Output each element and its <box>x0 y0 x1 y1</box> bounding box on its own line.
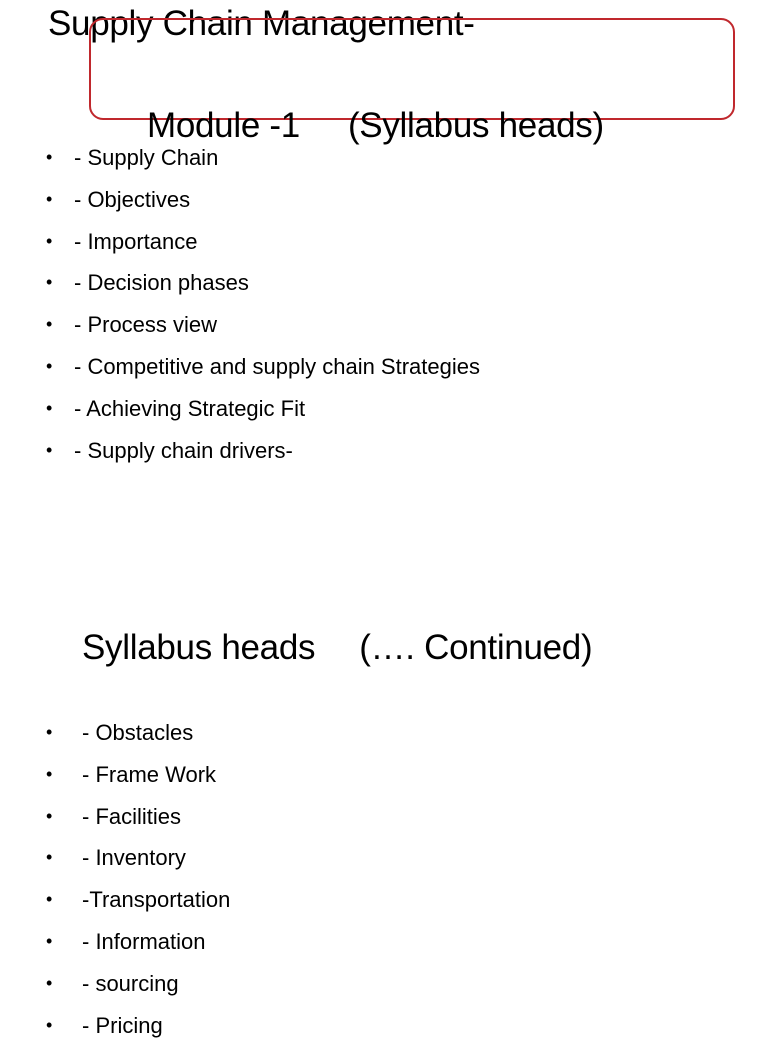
list-item <box>0 395 480 440</box>
continued-label: (…. Continued) <box>359 628 593 667</box>
bullet-icon: • <box>46 230 53 251</box>
bullet-icon: • <box>46 272 53 293</box>
list-item <box>0 970 230 1015</box>
list-item <box>0 437 480 482</box>
syllabus-list-module-1 <box>0 147 480 481</box>
list-item <box>0 272 480 314</box>
list-item-label: - Importance <box>74 228 198 254</box>
syllabus-heads-title: Syllabus heads <box>82 628 316 667</box>
continued-slide-title <box>82 630 592 665</box>
list-item-label: -Transportation <box>82 887 231 913</box>
bullet-icon: • <box>46 355 53 376</box>
list-item <box>0 228 480 273</box>
list-item-label: - Information <box>82 928 206 954</box>
slide-title-line-2 <box>147 108 604 143</box>
bullet-icon: • <box>46 397 53 418</box>
list-item-label: - Process view <box>74 312 218 338</box>
slide-title-text: Supply Chain Management- <box>48 4 475 43</box>
list-item <box>0 761 230 806</box>
list-item-label: - Achieving Strategic Fit <box>74 395 306 421</box>
list-item <box>0 186 480 231</box>
red-highlight-box <box>89 18 735 120</box>
list-item-label: - Inventory <box>82 845 186 871</box>
bullet-icon: • <box>46 847 53 868</box>
list-item <box>0 847 230 889</box>
bullet-icon: • <box>46 188 53 209</box>
list-item <box>0 1012 230 1056</box>
list-item <box>0 147 480 189</box>
syllabus-heads-label: (Syllabus heads) <box>347 106 604 145</box>
bullet-icon: • <box>46 314 53 335</box>
list-item <box>0 314 480 356</box>
list-item <box>0 928 230 973</box>
bullet-icon: • <box>46 930 53 951</box>
bullet-icon: • <box>46 439 53 460</box>
list-item <box>0 889 230 931</box>
list-item-label: - Objectives <box>74 186 191 212</box>
list-item <box>0 803 230 848</box>
bullet-icon: • <box>46 889 53 910</box>
list-item-label: - Pricing <box>82 1012 163 1038</box>
list-item-label: - Decision phases <box>74 270 249 296</box>
bullet-icon: • <box>46 972 53 993</box>
list-item-label: - Facilities <box>82 803 182 829</box>
module-label: Module -1 <box>147 106 300 145</box>
list-item-label: - Frame Work <box>82 761 217 787</box>
list-item-label: - Supply chain drivers- <box>74 437 293 463</box>
list-item-label: - Competitive and supply chain Strategies <box>74 353 480 379</box>
bullet-icon: • <box>46 147 53 167</box>
bullet-icon: • <box>46 722 53 742</box>
list-item-label: - Supply Chain <box>74 145 219 170</box>
bullet-icon: • <box>46 805 53 826</box>
list-item-label: - sourcing <box>82 970 179 996</box>
bullet-icon: • <box>46 1014 53 1035</box>
list-item-label: - Obstacles <box>82 720 194 745</box>
syllabus-list-continued <box>0 722 230 1056</box>
list-item <box>0 722 230 764</box>
bullet-icon: • <box>46 763 53 784</box>
list-item <box>0 353 480 398</box>
